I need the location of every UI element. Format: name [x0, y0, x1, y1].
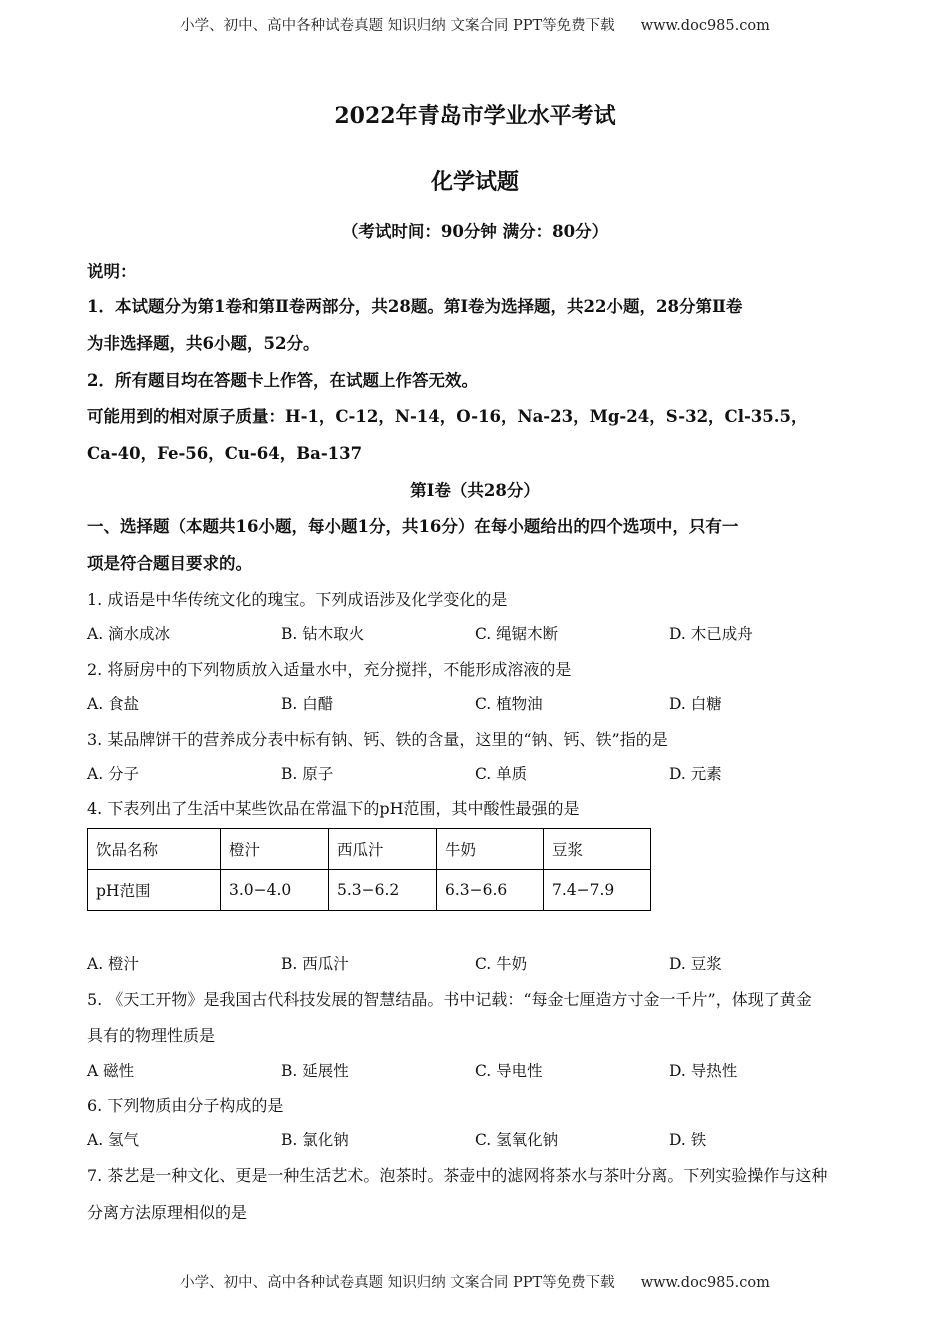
- header-site: www.doc985.com: [640, 18, 770, 34]
- q1-option-c: C. 绳锯木断: [475, 625, 559, 643]
- q6-option-b: B. 氯化钠: [281, 1131, 349, 1149]
- atomic-mass-line-2: Ca-40，Fe-56，Cu-64，Ba-137: [87, 444, 363, 463]
- ph-table-header-row: [88, 829, 651, 870]
- question-5-stem-line-2: 具有的物理性质是: [87, 1026, 216, 1045]
- ph-table-header-cell: 豆浆: [544, 829, 651, 870]
- q6-option-d: D. 铁: [669, 1131, 707, 1149]
- question-3-stem: 3. 某品牌饼干的营养成分表中标有钠、钙、铁的含量，这里的“钠、钙、铁”指的是: [87, 730, 668, 749]
- q3-option-b: B. 原子: [281, 765, 334, 783]
- section-instruction-line-1: 一、选择题（本题共16小题，每小题1分，共16分）在每小题给出的四个选项中，只有一: [87, 517, 739, 536]
- ph-table-header-cell: 橙汁: [221, 829, 329, 870]
- ph-table-header-cell: 西瓜汁: [329, 829, 437, 870]
- q5-option-a: A 磁性: [87, 1062, 135, 1080]
- q1-option-a: A. 滴水成冰: [87, 625, 171, 643]
- q1-option-d: D. 木已成舟: [669, 625, 753, 643]
- q4-option-d: D. 豆浆: [669, 955, 722, 973]
- note-1-line-1: 1．本试题分为第1卷和第Ⅱ卷两部分，共28题。第Ⅰ卷为选择题，共22小题，28分第Ⅱ卷: [87, 297, 743, 316]
- q6-option-a: A. 氢气: [87, 1131, 140, 1149]
- exam-title: 2022年青岛市学业水平考试: [334, 103, 616, 129]
- q2-option-c: C. 植物油: [475, 695, 543, 713]
- note-1-line-2: 为非选择题，共6小题，52分。: [87, 334, 320, 353]
- question-1-stem: 1. 成语是中华传统文化的瑰宝。下列成语涉及化学变化的是: [87, 590, 508, 609]
- q2-option-a: A. 食盐: [87, 695, 140, 713]
- footer-text: 小学、初中、高中各种试卷真题 知识归纳 文案合同 PPT等免费下载: [180, 1275, 615, 1291]
- q2-option-d: D. 白糖: [669, 695, 722, 713]
- question-6-stem: 6. 下列物质由分子构成的是: [87, 1096, 284, 1115]
- question-7-stem-line-2: 分离方法原理相似的是: [87, 1203, 248, 1222]
- ph-table-cell: pH范围: [88, 870, 221, 911]
- note-2: 2．所有题目均在答题卡上作答，在试题上作答无效。: [87, 371, 478, 390]
- page-footer: [0, 1271, 950, 1292]
- q3-option-a: A. 分子: [87, 765, 140, 783]
- atomic-mass-line-1: 可能用到的相对原子质量：H-1，C-12，N-14，O-16，Na-23，Mg-24，S-32，Cl-35.5，: [87, 407, 808, 426]
- q5-option-d: D. 导热性: [669, 1062, 738, 1080]
- ph-table-cell: 3.0−4.0: [221, 870, 329, 911]
- q6-option-c: C. 氢氧化钠: [475, 1131, 559, 1149]
- ph-table-cell: 7.4−7.9: [544, 870, 651, 911]
- q4-option-a: A. 橙汁: [87, 955, 140, 973]
- ph-table-header-cell: 饮品名称: [88, 829, 221, 870]
- section-title: 第Ⅰ卷（共28分）: [410, 481, 540, 500]
- header-text: 小学、初中、高中各种试卷真题 知识归纳 文案合同 PPT等免费下载: [180, 18, 615, 34]
- ph-table-row: [88, 870, 651, 911]
- q2-option-b: B. 白醋: [281, 695, 334, 713]
- ph-table-header-cell: 牛奶: [437, 829, 544, 870]
- q4-option-b: B. 西瓜汁: [281, 955, 349, 973]
- section-instruction-line-2: 项是符合题目要求的。: [87, 554, 252, 573]
- question-7-stem-line-1: 7. 茶艺是一种文化、更是一种生活艺术。泡茶时。茶壶中的滤网将茶水与茶叶分离。下列实验操作与这种: [87, 1166, 828, 1185]
- ph-table-cell: 5.3−6.2: [329, 870, 437, 911]
- exam-subject: 化学试题: [430, 169, 519, 195]
- q5-option-b: B. 延展性: [281, 1062, 349, 1080]
- q3-option-c: C. 单质: [475, 765, 528, 783]
- page-header: [0, 14, 950, 35]
- ph-table-cell: 6.3−6.6: [437, 870, 544, 911]
- ph-table: [87, 828, 651, 911]
- question-2-stem: 2. 将厨房中的下列物质放入适量水中，充分搅拌，不能形成溶液的是: [87, 660, 572, 679]
- q4-option-c: C. 牛奶: [475, 955, 528, 973]
- q5-option-c: C. 导电性: [475, 1062, 543, 1080]
- exam-info: （考试时间：90分钟 满分：80分）: [341, 222, 609, 241]
- question-5-stem-line-1: 5. 《天工开物》是我国古代科技发展的智慧结晶。书中记载：“每金七厘造方寸金一千片”，体现了黄金: [87, 990, 812, 1009]
- q3-option-d: D. 元素: [669, 765, 722, 783]
- question-4-stem: 4. 下表列出了生活中某些饮品在常温下的pH范围，其中酸性最强的是: [87, 799, 580, 818]
- q1-option-b: B. 钻木取火: [281, 625, 365, 643]
- footer-site: www.doc985.com: [640, 1275, 770, 1291]
- notes-heading: 说明：: [87, 262, 137, 281]
